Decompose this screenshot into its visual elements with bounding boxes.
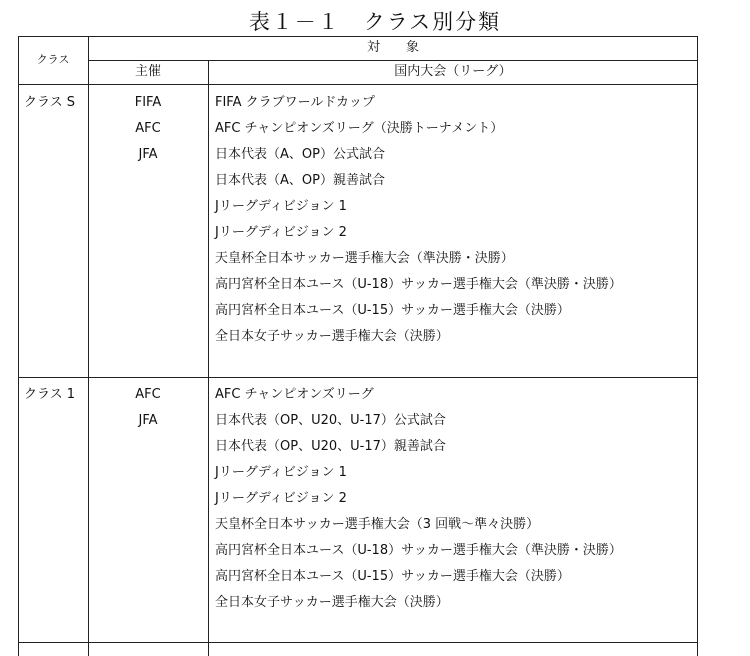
competition-list bbox=[215, 90, 622, 350]
competition-item: 日本代表（OP、U20、U-17）親善試合 bbox=[215, 439, 446, 454]
group-divider bbox=[18, 642, 698, 643]
competition-item: Jリーグディビジョン 2 bbox=[215, 225, 347, 240]
organizer-list bbox=[88, 382, 208, 434]
organizer-column-header: 主催 bbox=[134, 64, 161, 79]
competition-list bbox=[215, 382, 622, 616]
header-bottom-border bbox=[18, 84, 698, 85]
competition-item: Jリーグディビジョン 2 bbox=[215, 491, 347, 506]
competition-item: 日本代表（A、OP）親善試合 bbox=[215, 173, 385, 188]
classification-table bbox=[18, 36, 698, 656]
class-column-header: クラス bbox=[36, 53, 70, 66]
class-label: クラス S bbox=[24, 95, 75, 110]
competition-item: 高円宮杯全日本ユース（U-15）サッカー選手権大会（決勝） bbox=[215, 569, 570, 584]
table-right-border bbox=[697, 36, 698, 656]
competition-item: 天皇杯全日本サッカー選手権大会（3 回戦～準々決勝） bbox=[215, 517, 540, 532]
organizer: AFC bbox=[135, 121, 161, 136]
competition-item: 高円宮杯全日本ユース（U-18）サッカー選手権大会（準決勝・決勝） bbox=[215, 543, 622, 558]
organizer: FIFA bbox=[134, 95, 162, 110]
competition-item: 全日本女子サッカー選手権大会（決勝） bbox=[215, 329, 449, 344]
competition-item: FIFA クラブワールドカップ bbox=[215, 95, 375, 110]
target-column-header: 対 象 bbox=[366, 40, 419, 55]
competition-item: 日本代表（A、OP）公式試合 bbox=[215, 147, 385, 162]
class-label: クラス 1 bbox=[24, 387, 76, 402]
competition-item: AFC チャンピオンズリーグ（決勝トーナメント） bbox=[215, 121, 504, 136]
competition-item: 高円宮杯全日本ユース（U-18）サッカー選手権大会（準決勝・決勝） bbox=[215, 277, 622, 292]
column-divider bbox=[208, 60, 209, 656]
table-left-border bbox=[18, 36, 19, 656]
organizer: JFA bbox=[138, 413, 158, 428]
organizer-list bbox=[88, 90, 208, 168]
organizer: JFA bbox=[138, 147, 158, 162]
competition-item: Jリーグディビジョン 1 bbox=[215, 465, 347, 480]
competition-item: 高円宮杯全日本ユース（U-15）サッカー選手権大会（決勝） bbox=[215, 303, 570, 318]
page-title: 表１－１ クラス別分類 bbox=[248, 10, 502, 34]
competition-item: 日本代表（OP、U20、U-17）公式試合 bbox=[215, 413, 446, 428]
organizer: AFC bbox=[135, 387, 161, 402]
competition-column-header: 国内大会（リーグ） bbox=[394, 64, 512, 79]
group-divider bbox=[18, 377, 698, 378]
competition-item: Jリーグディビジョン 1 bbox=[215, 199, 347, 214]
competition-item: AFC チャンピオンズリーグ bbox=[215, 387, 374, 402]
competition-item: 天皇杯全日本サッカー選手権大会（準決勝・決勝） bbox=[215, 251, 514, 266]
competition-item: 全日本女子サッカー選手権大会（決勝） bbox=[215, 595, 449, 610]
